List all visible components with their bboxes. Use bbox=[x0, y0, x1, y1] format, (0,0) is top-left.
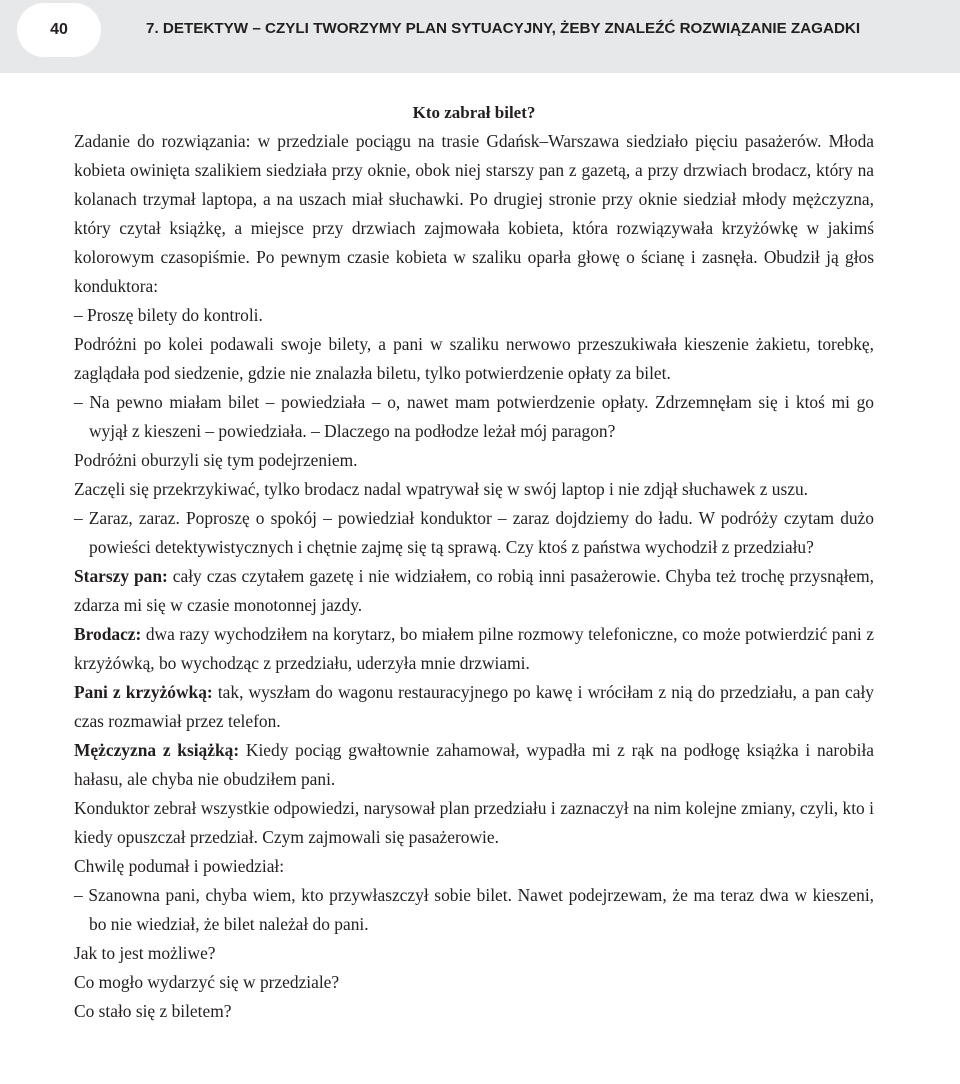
conductor-line: – Proszę bilety do kontroli. bbox=[74, 305, 263, 325]
story-title: Kto zabrał bilet? bbox=[412, 103, 536, 122]
speaker-label: Starszy pan: bbox=[74, 566, 168, 586]
speaker-label: Pani z krzyżówką: bbox=[74, 682, 213, 702]
page-number: 40 bbox=[17, 3, 101, 57]
conductor-line: – Zaraz, zaraz. Poproszę o spokój – powiedział konduktor – zaraz dojdziemy do ładu. W podróży czytam dużo powieści detektywistycznych i chętnie zajmę się tą sprawą. Czy ktoś z państwa wychodził z przedziału? bbox=[74, 508, 874, 557]
narration-paragraph: Konduktor zebrał wszystkie odpowiedzi, narysował plan przedziału i zaznaczył na nim kolejne zmiany, czyli, kto i kiedy opuszczał przedział. Czym zajmowali się pasażerowie. bbox=[74, 798, 874, 847]
answer-crossword-woman bbox=[74, 678, 874, 736]
speaker-label: Mężczyzna z książką: bbox=[74, 740, 240, 760]
narration-paragraph: Chwilę podumał i powiedział: bbox=[74, 856, 285, 876]
chapter-title: 7. DETEKTYW – CZYLI TWORZYMY PLAN SYTUACYJNY, ŻEBY ZNALEŹĆ ROZWIĄZANIE ZAGADKI bbox=[146, 20, 861, 37]
intro-paragraph: Zadanie do rozwiązania: w przedziale pociągu na trasie Gdańsk–Warszawa siedziało pięciu pasażerów. Młoda kobieta owinięta szalikiem siedziała przy oknie, obok niej starszy pan z gazetą, a przy drzwiach brodacz, który na kolanach trzymał laptopa, a na uszach miał słuchawki. Po drugiej stronie przy oknie siedział młody mężczyzna, który czytał książkę, a miejsce przy drzwiach zajmowała kobieta, która rozwiązywała krzyżówkę w jakimś kolorowym czasopiśmie. Po pewnym czasie kobieta w szaliku oparła głowę o ścianę i zasnęła. Obudził ją głos konduktora: bbox=[74, 131, 874, 296]
conductor-line: – Szanowna pani, chyba wiem, kto przywłaszczył sobie bilet. Nawet podejrzewam, że ma teraz dwa w kieszeni, bo nie wiedział, że bilet należał do pani. bbox=[74, 885, 874, 934]
answer-text: cały czas czytałem gazetę i nie widziałem, co robią inni pasażerowie. Chyba też trochę przysnąłem, zdarza mi się w czasie monotonnej jazdy. bbox=[74, 566, 874, 615]
story-body bbox=[74, 98, 874, 1026]
page-header bbox=[0, 0, 960, 73]
question: Co mogło wydarzyć się w przedziale? bbox=[74, 972, 340, 992]
question: Jak to jest możliwe? bbox=[74, 943, 216, 963]
question: Co stało się z biletem? bbox=[74, 1001, 232, 1021]
woman-line: – Na pewno miałam bilet – powiedziała – o, nawet mam potwierdzenie opłaty. Zdrzemnęłam się i ktoś mi go wyjął z kieszeni – powiedziała. – Dlaczego na podłodze leżał mój paragon? bbox=[74, 392, 874, 441]
narration-paragraph: Zaczęli się przekrzykiwać, tylko brodacz nadal wpatrywał się w swój laptop i nie zdjął słuchawek z uszu. bbox=[74, 479, 808, 499]
answer-text: tak, wyszłam do wagonu restauracyjnego po kawę i wróciłam z nią do przedziału, a pan cały czas rozmawiał przez telefon. bbox=[74, 682, 874, 731]
speaker-label: Brodacz: bbox=[74, 624, 142, 644]
answer-text: Kiedy pociąg gwałtownie zahamował, wypadła mi z rąk na podłogę książka i narobiła hałasu, ale chyba nie obudziłem pani. bbox=[74, 740, 874, 789]
answer-bearded-man bbox=[74, 620, 874, 678]
answer-book-man bbox=[74, 736, 874, 794]
narration-paragraph: Podróżni po kolei podawali swoje bilety, a pani w szaliku nerwowo przeszukiwała kieszenie żakietu, torebkę, zaglądała pod siedzenie, gdzie nie znalazła biletu, tylko potwierdzenie opłaty za bilet. bbox=[74, 334, 874, 383]
answer-old-man bbox=[74, 562, 874, 620]
answer-text: dwa razy wychodziłem na korytarz, bo miałem pilne rozmowy telefoniczne, co może potwierdzić pani z krzyżówką, bo wychodząc z przedziału, uderzyła mnie drzwiami. bbox=[74, 624, 874, 673]
narration-paragraph: Podróżni oburzyli się tym podejrzeniem. bbox=[74, 450, 358, 470]
